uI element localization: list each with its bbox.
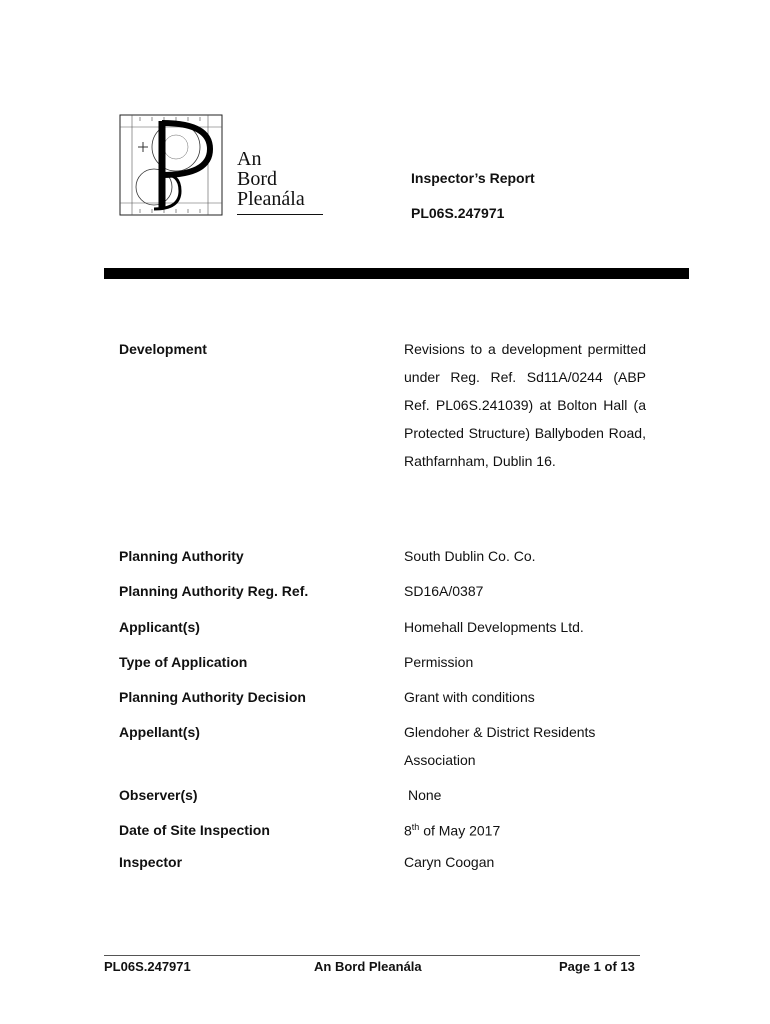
observers-label: Observer(s) <box>119 787 198 803</box>
decision-label: Planning Authority Decision <box>119 689 306 705</box>
inspector-label: Inspector <box>119 854 183 870</box>
report-reference: PL06S.247971 <box>411 205 505 221</box>
an-bord-pleanala-logo <box>118 113 328 219</box>
footer-organisation: An Bord Pleanála <box>314 959 422 974</box>
logo-underline <box>237 214 323 215</box>
appellants-value-line1: Glendoher & District Residents <box>404 724 596 740</box>
footer-reference: PL06S.247971 <box>104 959 191 974</box>
observers-value: None <box>408 787 442 803</box>
pleanala-p-emblem-icon <box>118 113 224 217</box>
site-inspection-value <box>404 822 500 839</box>
type-of-application-value: Permission <box>404 654 474 670</box>
decision-value: Grant with conditions <box>404 689 535 705</box>
report-title: Inspector’s Report <box>411 170 535 186</box>
appellants-label: Appellant(s) <box>119 724 200 740</box>
header-divider-bar <box>104 268 689 279</box>
site-inspection-day-suffix: th <box>411 822 420 832</box>
applicants-label: Applicant(s) <box>119 619 200 635</box>
planning-authority-value: South Dublin Co. Co. <box>404 548 536 564</box>
logo-line-bord: Bord <box>237 168 277 190</box>
logo-line-an: An <box>237 148 262 170</box>
development-value: Revisions to a development permitted under Reg. Ref. Sd11A/0244 (ABP Ref. PL06S.241039) at Bolton Hall (a Protected Structure) Ballyboden Road, Rathfarnham, Dublin 16. <box>404 341 646 469</box>
type-of-application-label: Type of Application <box>119 654 248 670</box>
appellants-value-line2: Association <box>404 752 476 768</box>
applicants-value: Homehall Developments Ltd. <box>404 619 584 635</box>
footer-rule <box>104 955 640 956</box>
reg-ref-label: Planning Authority Reg. Ref. <box>119 583 309 599</box>
logo-wordmark <box>237 149 305 209</box>
site-inspection-month-year: of May 2017 <box>419 822 501 839</box>
reg-ref-value: SD16A/0387 <box>404 583 484 599</box>
footer-page-number: Page 1 of 13 <box>559 959 635 974</box>
planning-authority-label: Planning Authority <box>119 548 244 564</box>
site-inspection-label: Date of Site Inspection <box>119 822 270 838</box>
inspector-value: Caryn Coogan <box>404 854 495 870</box>
development-label: Development <box>119 341 207 357</box>
logo-line-pleanala: Pleanála <box>237 188 305 210</box>
site-inspection-day: 8 <box>404 822 412 839</box>
